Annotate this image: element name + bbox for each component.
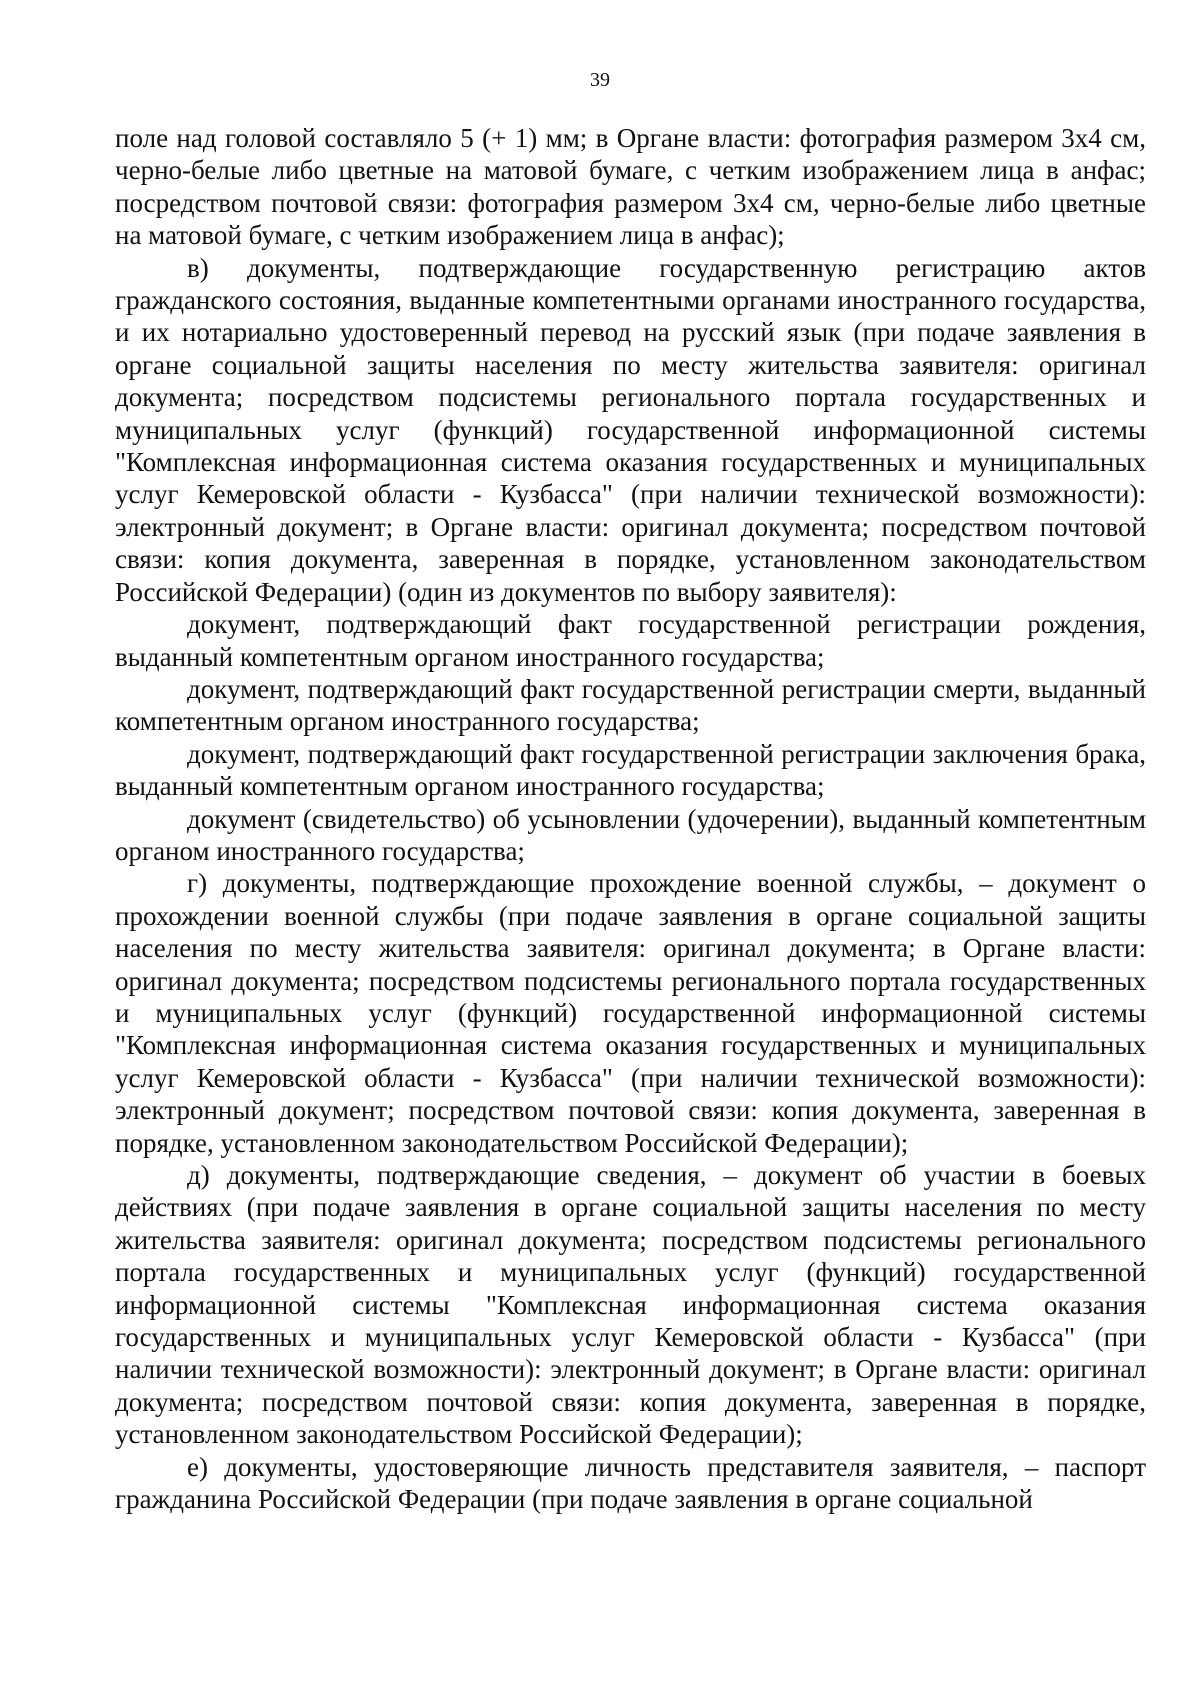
paragraph-item-e: е) документы, удостоверяющие личность представителя заявителя, – паспорт гражданина Российской Федерации (при подаче заявления в органе социальной [115,1451,1146,1515]
page-number: 39 [590,69,610,91]
paragraph-birth-document: документ, подтверждающий факт государственной регистрации рождения, выданный компетентным органом иностранного государства; [115,609,1146,672]
paragraph-marriage-document: документ, подтверждающий факт государственной регистрации заключения брака, выданный компетентным органом иностранного государства; [115,738,1146,802]
paragraph-item-g: г) документы, подтверждающие прохождение военной службы, – документ о прохождении военной службы (при подаче заявления в органе социальной защиты населения по месту жительства заявителя: оригинал документа; в Органе власти: оригинал документа; посредством подсистемы регионального портала государственных и муниципальных услуг (функций) государственной информационной системы "Комплексная информационная система оказания государственных и муниципальных услуг Кемеровской области - Кузбасса" (при наличии технической возможности): электронный документ; посредством почтовой связи: копия документа, заверенная в порядке, установленном законодательством Российской Федерации); [115,868,1146,1158]
paragraph-continuation: поле над головой составляло 5 (+ 1) мм; в Органе власти: фотография размером 3х4 см, черно-белые либо цветные на матовой бумаге, с четким изображением лица в анфас; посредством почтовой связи: фотография размером 3х4 см, черно-белые либо цветные на матовой бумаге, с четким изображением лица в анфас); [115,123,1146,251]
document-body [115,122,1146,1515]
paragraph-item-d: д) документы, подтверждающие сведения, – документ об участии в боевых действиях (при подаче заявления в органе социальной защиты населения по месту жительства заявителя: оригинал документа; посредством подсистемы регионального портала государственных и муниципальных услуг (функций) государственной информационной системы "Комплексная информационная система оказания государственных и муниципальных услуг Кемеровской области - Кузбасса" (при наличии технической возможности): электронный документ; в Органе власти: оригинал документа; посредством почтовой связи: копия документа, заверенная в порядке, установленном законодательством Российской Федерации); [115,1160,1146,1450]
paragraph-item-v: в) документы, подтверждающие государственную регистрацию актов гражданского состояния, выданные компетентными органами иностранного государства, и их нотариально удостоверенный перевод на русский язык (при подаче заявления в органе социальной защиты населения по месту жительства заявителя: оригинал документа; посредством подсистемы регионального портала государственных и муниципальных услуг (функций) государственной информационной системы "Комплексная информационная система оказания государственных и муниципальных услуг Кемеровской области - Кузбасса" (при наличии технической возможности): электронный документ; в Органе власти: оригинал документа; посредством почтовой связи: копия документа, заверенная в порядке, установленном законодательством Российской Федерации) (один из документов по выбору заявителя): [115,252,1146,607]
paragraph-death-document: документ, подтверждающий факт государственной регистрации смерти, выданный компетентным органом иностранного государства; [115,673,1146,737]
paragraph-adoption-document: документ (свидетельство) об усыновлении (удочерении), выданный компетентным органом иностранного государства; [115,803,1146,866]
